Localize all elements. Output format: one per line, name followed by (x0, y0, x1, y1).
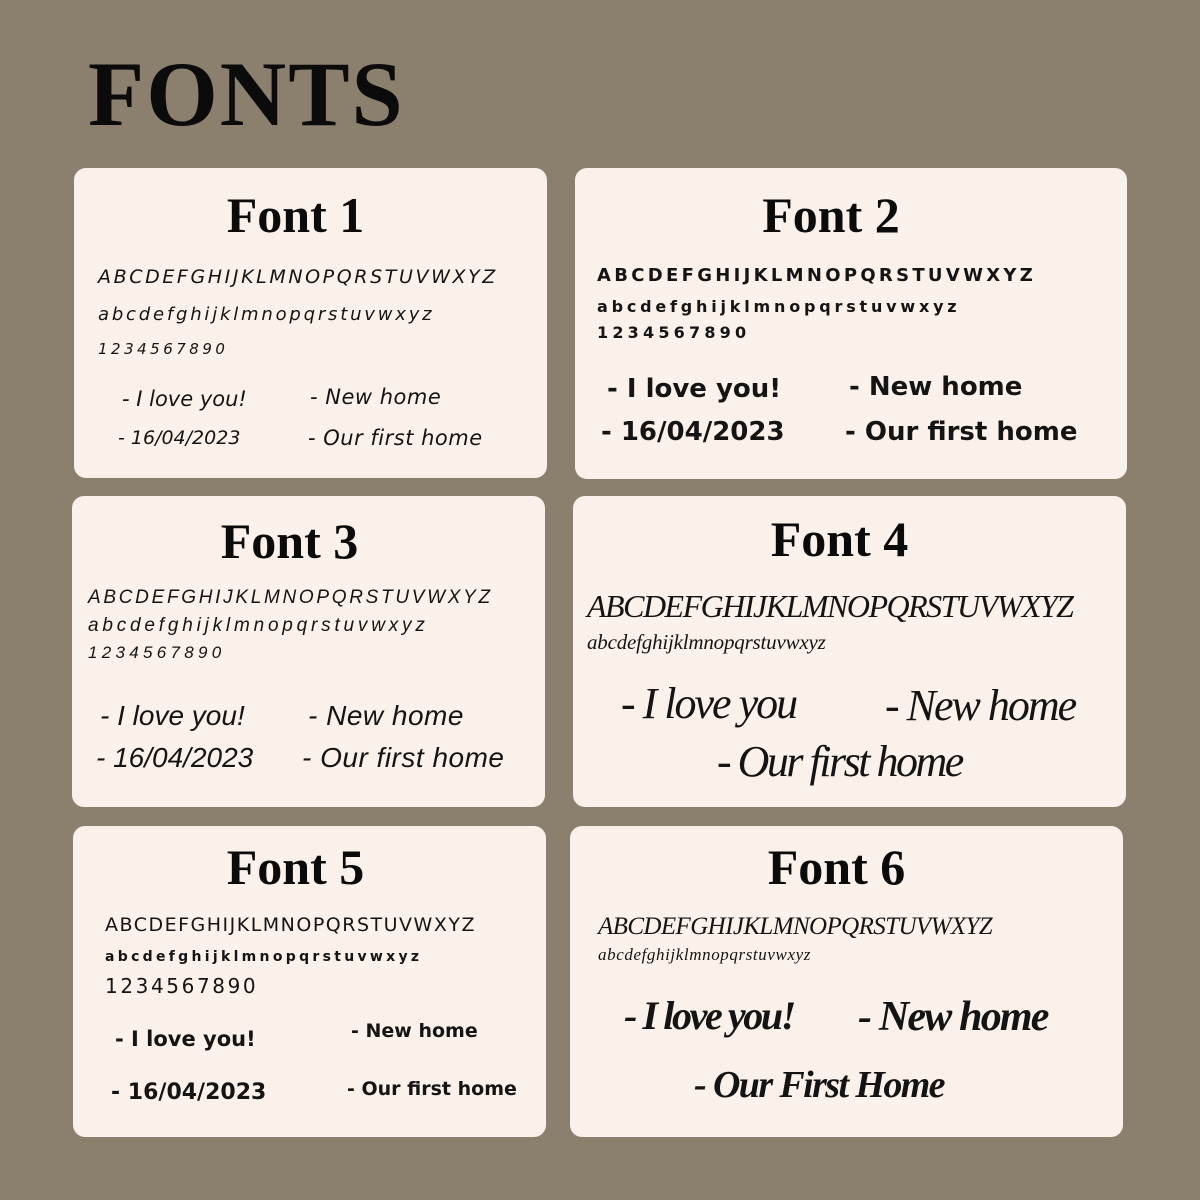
uppercase-sample: ABCDEFGHIJKLMNOPQRSTUVWXYZ (105, 914, 476, 936)
card-title: Font 6 (767, 839, 906, 895)
lowercase-sample: abcdefghijklmnopqrstuvwxyz (597, 297, 961, 316)
page-title: FONTS (88, 43, 405, 145)
lowercase-sample: abcdefghijklmnopqrstuvwxyz (587, 630, 826, 654)
digits-sample: 1234567890 (88, 643, 226, 662)
digits-sample: 1234567890 (98, 340, 229, 358)
font-card-1 (74, 168, 547, 478)
uppercase-sample: ABCDEFGHIJKLMNOPQRSTUVWXYZ (88, 587, 493, 608)
lowercase-sample: abcdefghijklmnopqrstuvwxyz (98, 304, 435, 325)
uppercase-sample: ABCDEFGHIJKLMNOPQRSTUVWXYZ (587, 588, 1073, 624)
phrase-love: - I love you! (115, 1027, 256, 1051)
card-title: Font 5 (226, 839, 365, 895)
phrase-new-home: - New home (351, 1020, 478, 1042)
card-title: Font 4 (770, 511, 909, 567)
phrase-date: - 16/04/2023 (96, 742, 254, 773)
phrase-first-home: - Our first home (347, 1078, 517, 1100)
phrase-first-home: - Our First Home (694, 1064, 944, 1106)
uppercase-sample: ABCDEFGHIJKLMNOPQRSTUVWXYZ (597, 265, 1037, 286)
uppercase-sample: ABCDEFGHIJKLMNOPQRSTUVWXYZ (98, 266, 498, 288)
lowercase-sample: abcdefghijklmnopqrstuvwxyz (88, 615, 429, 636)
font-card-3 (72, 496, 545, 807)
phrase-date: - 16/04/2023 (601, 417, 785, 447)
phrase-new-home: - New home (310, 385, 442, 409)
font-card-2 (575, 168, 1127, 479)
uppercase-sample: ABCDEFGHIJKLMNOPQRSTUVWXYZ (598, 913, 993, 940)
phrase-first-home: - Our first home (302, 742, 505, 773)
card-title: Font 2 (762, 187, 900, 243)
digits-sample: 1234567890 (597, 323, 751, 342)
phrase-new-home: - New home (858, 994, 1048, 1040)
phrase-love: - I love you! (122, 387, 247, 411)
font-card-4 (573, 496, 1126, 807)
phrase-love: - I love you! (607, 374, 782, 404)
lowercase-sample: abcdefghijklmnopqrstuvwxyz (598, 945, 811, 964)
phrase-first-home: - Our first home (308, 426, 483, 450)
phrase-date: - 16/04/2023 (118, 427, 241, 449)
phrase-first-home: - Our first home (717, 737, 962, 786)
card-title: Font 3 (220, 513, 359, 569)
lowercase-sample: abcdefghijklmnopqrstuvwxyz (105, 949, 423, 965)
phrase-love: - I love you! (624, 993, 794, 1038)
card-title: Font 1 (226, 187, 365, 243)
font-card-5 (73, 826, 546, 1137)
phrase-new-home: - New home (885, 681, 1076, 730)
phrase-date: - 16/04/2023 (111, 1080, 267, 1105)
phrase-love: - I love you! (100, 700, 245, 731)
phrase-new-home: - New home (849, 372, 1023, 402)
phrase-first-home: - Our first home (845, 417, 1078, 447)
font-card-6 (570, 826, 1123, 1137)
phrase-love: - I love you (621, 679, 797, 728)
digits-sample: 1234567890 (105, 974, 259, 998)
phrase-new-home: - New home (308, 700, 464, 731)
